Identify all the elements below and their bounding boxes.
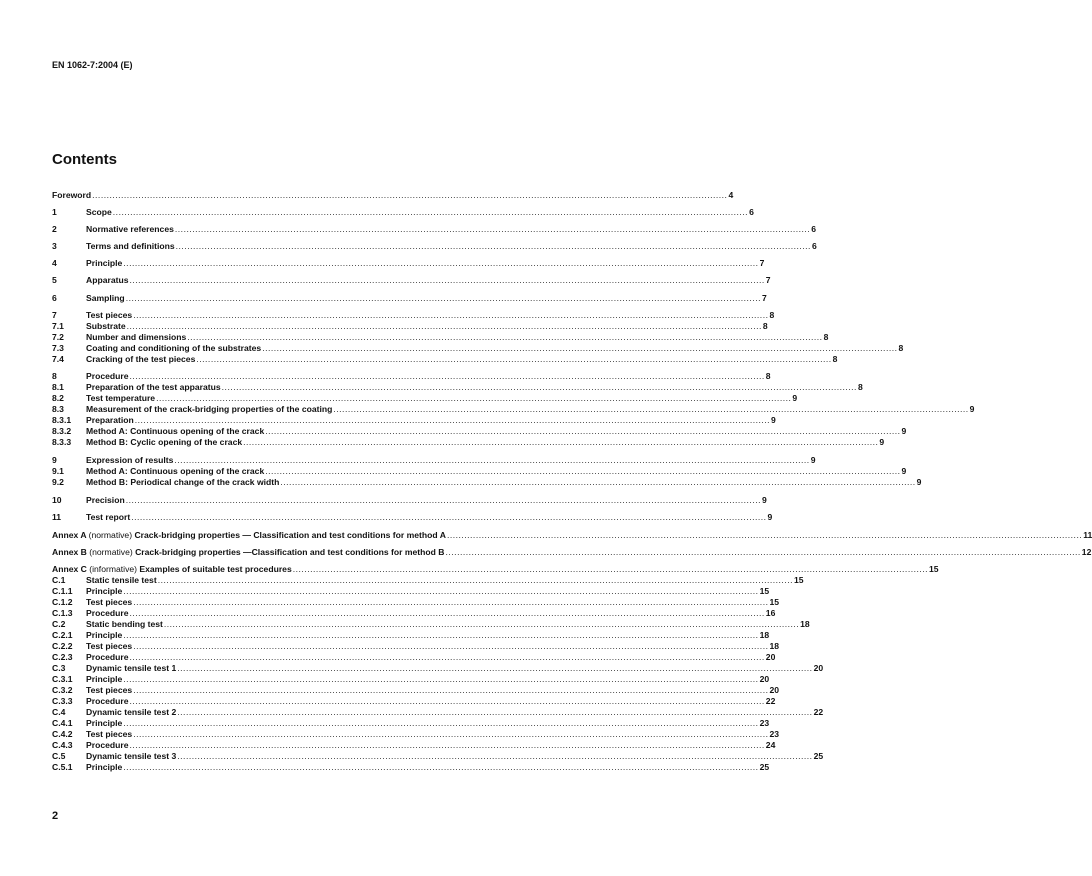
toc-entry-number: 7.4 <box>52 354 64 364</box>
toc-entry-number: 7.3 <box>52 343 64 353</box>
toc-entry-number: C.4.3 <box>52 740 73 750</box>
toc-entry-page: 9 <box>901 426 907 436</box>
toc-entry-title: Test pieces <box>86 597 133 607</box>
toc-leader-dots: ............................................................................................................................................................................................................................ <box>265 426 901 436</box>
toc-entry-title: Preparation <box>86 415 134 425</box>
toc-entry-title: Principle <box>86 674 123 684</box>
toc-leader-dots: ............................................................................................................................................................................................................................ <box>125 293 761 303</box>
toc-entry-page: 22 <box>813 707 824 717</box>
toc-leader-dots: ............................................................................................................................................................................................................................ <box>446 530 1083 540</box>
toc-entry-number: C.2 <box>52 619 66 629</box>
toc-leader-dots: ............................................................................................................................................................................................................................ <box>262 343 898 353</box>
toc-entry-page: 7 <box>765 275 771 285</box>
toc-entry-title: Foreword <box>52 190 92 200</box>
toc-entry-number: C.5 <box>52 751 66 761</box>
toc-entry-number: 2 <box>52 224 57 234</box>
toc-entry-page: 9 <box>792 393 798 403</box>
toc-entry-title: Apparatus <box>86 275 129 285</box>
toc-entry-number: 1 <box>52 207 57 217</box>
toc-entry-title: Static tensile test <box>86 575 157 585</box>
toc-leader-dots: ............................................................................................................................................................................................................................ <box>123 258 759 268</box>
toc-entry-page: 15 <box>929 564 939 574</box>
toc-entry-page: 6 <box>811 224 816 234</box>
toc-entry-number: C.3 <box>52 663 66 673</box>
toc-entry-page: 8 <box>765 371 771 381</box>
toc-entry-title: Number and dimensions <box>86 332 187 342</box>
toc-leader-dots: ............................................................................................................................................................................................................................ <box>129 608 765 618</box>
annex-name: Annex B <box>52 547 90 557</box>
toc-entry-title: Normative references <box>86 224 174 234</box>
toc-leader-dots: ............................................................................................................................................................................................................................ <box>196 354 832 364</box>
toc-entry-number: C.3.2 <box>52 685 73 695</box>
toc-entry-number: 6 <box>52 293 57 303</box>
toc-leader-dots: ............................................................................................................................................................................................................................ <box>221 382 857 392</box>
toc-entry-number: 8.3.1 <box>52 415 72 425</box>
toc-entry-title: Sampling <box>86 293 125 303</box>
toc-entry-title: Procedure <box>86 652 129 662</box>
toc-entry-number: 5 <box>52 275 57 285</box>
toc-entry-number: 10 <box>52 495 62 505</box>
toc-leader-dots: ............................................................................................................................................................................................................................ <box>292 564 929 574</box>
toc-leader-dots: ............................................................................................................................................................................................................................ <box>133 685 769 695</box>
toc-leader-dots: ............................................................................................................................................................................................................................ <box>157 575 793 585</box>
toc-leader-dots: ............................................................................................................................................................................................................................ <box>134 415 771 425</box>
toc-entry-title: Procedure <box>86 371 129 381</box>
toc-leader-dots: ............................................................................................................................................................................................................................ <box>177 663 813 673</box>
toc-entry-number: 4 <box>52 258 57 268</box>
toc-entry-page: 4 <box>728 190 734 200</box>
toc-entry-title: Test pieces <box>86 685 133 695</box>
toc-leader-dots: ............................................................................................................................................................................................................................ <box>133 310 769 320</box>
toc-entry-page: 8 <box>823 332 829 342</box>
toc-entry[interactable] <box>52 494 767 506</box>
toc-entry-number: 7.1 <box>52 321 64 331</box>
toc-entry-page: 15 <box>769 597 780 607</box>
toc-entry-title: Principle <box>86 762 123 772</box>
toc-entry-page: 18 <box>800 619 810 629</box>
toc-leader-dots: ............................................................................................................................................................................................................................ <box>133 729 769 739</box>
annex-name: Annex C <box>52 564 90 574</box>
toc-entry-number: 8.1 <box>52 382 64 392</box>
toc-entry[interactable] <box>52 189 734 201</box>
toc-leader-dots: ............................................................................................................................................................................................................................ <box>174 455 810 465</box>
toc-entry-title <box>52 546 445 558</box>
toc-entry-title: Dynamic tensile test 2 <box>86 707 177 717</box>
toc-entry-title: Method B: Cyclic opening of the crack <box>86 437 243 447</box>
toc-leader-dots: ............................................................................................................................................................................................................................ <box>163 619 800 629</box>
toc-leader-dots: ............................................................................................................................................................................................................................ <box>265 466 901 476</box>
toc-entry-number: C.1.2 <box>52 597 73 607</box>
toc-entry-title: Principle <box>86 258 123 268</box>
toc-entry-number: 8.2 <box>52 393 64 403</box>
toc-entry-number: 7 <box>52 310 57 320</box>
toc-entry-page: 18 <box>769 641 780 651</box>
toc-entry-title: Test report <box>86 512 131 522</box>
toc-leader-dots: ............................................................................................................................................................................................................................ <box>445 547 1081 557</box>
toc-leader-dots: ............................................................................................................................................................................................................................ <box>129 275 765 285</box>
toc-entry-page: 20 <box>765 652 776 662</box>
toc-leader-dots: ............................................................................................................................................................................................................................ <box>280 477 916 487</box>
toc-entry-title: Test pieces <box>86 729 133 739</box>
toc-entry-title: Terms and definitions <box>86 241 175 251</box>
toc-entry-title: Dynamic tensile test 1 <box>86 663 177 673</box>
toc-entry-title: Static bending test <box>86 619 163 629</box>
toc-entry-page: 15 <box>759 586 770 596</box>
toc-entry-page: 8 <box>762 321 768 331</box>
toc-entry-page: 18 <box>759 630 770 640</box>
toc-leader-dots: ............................................................................................................................................................................................................................ <box>156 393 792 403</box>
toc-leader-dots: ............................................................................................................................................................................................................................ <box>177 707 813 717</box>
toc-leader-dots: ............................................................................................................................................................................................................................ <box>243 437 879 447</box>
toc-entry[interactable] <box>52 223 816 235</box>
toc-leader-dots: ............................................................................................................................................................................................................................ <box>175 241 811 251</box>
toc-entry-title <box>52 529 446 541</box>
toc-entry-title: Method A: Continuous opening of the crack <box>86 426 265 436</box>
toc-entry-title: Principle <box>86 586 123 596</box>
toc-leader-dots: ............................................................................................................................................................................................................................ <box>129 696 765 706</box>
toc-entry-number: 9.1 <box>52 466 64 476</box>
toc-entry-page: 25 <box>759 762 770 772</box>
toc-entry-number: C.1 <box>52 575 66 585</box>
toc-entry[interactable] <box>52 353 838 365</box>
toc-leader-dots: ............................................................................................................................................................................................................................ <box>177 751 813 761</box>
annex-title: Crack-bridging properties —Classification and test conditions for method B <box>135 547 445 557</box>
toc-entry-title: Precision <box>86 495 125 505</box>
toc-entry-number: C.1.1 <box>52 586 73 596</box>
toc-leader-dots: ............................................................................................................................................................................................................................ <box>133 641 769 651</box>
toc-entry-title: Cracking of the test pieces <box>86 354 196 364</box>
toc-entry[interactable] <box>52 436 885 448</box>
toc-entry-number: 8.3 <box>52 404 64 414</box>
toc-entry-number: C.4 <box>52 707 66 717</box>
toc-entry[interactable] <box>52 529 1092 541</box>
annex-name: Annex A <box>52 530 89 540</box>
toc-entry-number: C.3.1 <box>52 674 73 684</box>
toc-leader-dots: ............................................................................................................................................................................................................................ <box>129 740 765 750</box>
toc-entry-page: 9 <box>879 437 885 447</box>
toc-entry-page: 9 <box>771 415 776 425</box>
toc-entry-page: 12 <box>1081 547 1092 557</box>
toc-entry-number: C.1.3 <box>52 608 73 618</box>
toc-entry-number: 9.2 <box>52 477 64 487</box>
toc-entry-title: Principle <box>86 718 123 728</box>
toc-leader-dots: ............................................................................................................................................................................................................................ <box>133 597 769 607</box>
toc-leader-dots: ............................................................................................................................................................................................................................ <box>129 371 765 381</box>
document-id: EN 1062-7:2004 (E) <box>52 60 133 70</box>
toc-entry-page: 22 <box>765 696 776 706</box>
toc-entry-page: 9 <box>901 466 907 476</box>
toc-entry[interactable] <box>52 546 1092 558</box>
toc-entry-page: 11 <box>1083 530 1092 540</box>
toc-entry-page: 9 <box>916 477 922 487</box>
toc-entry-title: Expression of results <box>86 455 174 465</box>
toc-leader-dots: ............................................................................................................................................................................................................................ <box>123 674 759 684</box>
toc-entry[interactable] <box>52 511 773 523</box>
annex-type: (normative) <box>88 530 135 540</box>
toc-entry-number: 7.2 <box>52 332 64 342</box>
toc-entry-title: Test pieces <box>86 310 133 320</box>
toc-leader-dots: ............................................................................................................................................................................................................................ <box>174 224 811 234</box>
toc-entry-page: 7 <box>759 258 765 268</box>
toc-entry-title: Measurement of the crack-bridging properties of the coating <box>86 404 333 414</box>
toc-entry-page: 20 <box>769 685 780 695</box>
toc-entry-page: 23 <box>759 718 770 728</box>
toc-entry-number: 8.3.3 <box>52 437 72 447</box>
toc-entry-number: C.2.3 <box>52 652 73 662</box>
toc-entry-page: 9 <box>761 495 767 505</box>
toc-leader-dots: ............................................................................................................................................................................................................................ <box>333 404 969 414</box>
toc-entry-page: 20 <box>813 663 824 673</box>
toc-entry-page: 6 <box>749 207 754 217</box>
toc-entry-number: 8 <box>52 371 57 381</box>
toc-entry-page: 6 <box>811 241 817 251</box>
toc-leader-dots: ............................................................................................................................................................................................................................ <box>123 586 759 596</box>
toc-entry-title: Procedure <box>86 608 129 618</box>
toc-entry-number: C.2.2 <box>52 641 73 651</box>
toc-entry-page: 8 <box>769 310 775 320</box>
toc-entry-number: C.5.1 <box>52 762 73 772</box>
toc-entry-title: Preparation of the test apparatus <box>86 382 221 392</box>
toc-entry-page: 24 <box>765 740 776 750</box>
toc-entry-page: 7 <box>761 293 767 303</box>
toc-entry-page: 23 <box>769 729 780 739</box>
page-title: Contents <box>52 151 117 168</box>
toc-entry[interactable] <box>52 274 771 286</box>
toc-entry[interactable] <box>52 292 767 304</box>
toc-entry-page: 9 <box>969 404 975 414</box>
toc-entry-number: 3 <box>52 241 57 251</box>
annex-title: Examples of suitable test procedures <box>139 564 292 574</box>
toc-entry-number: 11 <box>52 512 62 522</box>
toc-leader-dots: ............................................................................................................................................................................................................................ <box>112 207 749 217</box>
toc-entry-page: 15 <box>793 575 804 585</box>
toc-entry-title: Coating and conditioning of the substrates <box>86 343 262 353</box>
toc-entry-title: Procedure <box>86 696 129 706</box>
toc-entry-title: Principle <box>86 630 123 640</box>
toc-entry-page: 16 <box>765 608 776 618</box>
toc-entry[interactable] <box>52 761 770 773</box>
toc-entry-page: 8 <box>898 343 904 353</box>
toc-entry-title: Method B: Periodical change of the crack width <box>86 477 280 487</box>
toc-entry-page: 20 <box>759 674 770 684</box>
toc-leader-dots: ............................................................................................................................................................................................................................ <box>126 321 762 331</box>
toc-leader-dots: ............................................................................................................................................................................................................................ <box>125 495 761 505</box>
toc-entry[interactable] <box>52 206 754 218</box>
toc-entry-title: Dynamic tensile test 3 <box>86 751 177 761</box>
toc-entry-number: 8.3.2 <box>52 426 72 436</box>
toc-entry-title: Scope <box>86 207 112 217</box>
toc-entry-title: Test temperature <box>86 393 156 403</box>
toc-entry-title: Procedure <box>86 740 129 750</box>
toc-leader-dots: ............................................................................................................................................................................................................................ <box>187 332 823 342</box>
toc-leader-dots: ............................................................................................................................................................................................................................ <box>123 718 759 728</box>
toc-entry-number: C.4.2 <box>52 729 73 739</box>
annex-type: (informative) <box>89 564 140 574</box>
toc-entry-title: Test pieces <box>86 641 133 651</box>
toc-leader-dots: ............................................................................................................................................................................................................................ <box>123 762 759 772</box>
annex-title: Crack-bridging properties — Classification and test conditions for method A <box>134 530 446 540</box>
toc-entry-number: C.4.1 <box>52 718 73 728</box>
toc-entry-title: Method A: Continuous opening of the crack <box>86 466 265 476</box>
toc-entry-page: 8 <box>832 354 838 364</box>
toc-entry-number: C.3.3 <box>52 696 73 706</box>
toc-entry-number: C.2.1 <box>52 630 73 640</box>
toc-entry[interactable] <box>52 240 817 252</box>
table-of-contents <box>52 0 1092 876</box>
toc-entry-page: 25 <box>813 751 824 761</box>
toc-leader-dots: ............................................................................................................................................................................................................................ <box>123 630 759 640</box>
annex-type: (normative) <box>89 547 136 557</box>
toc-leader-dots: ............................................................................................................................................................................................................................ <box>92 190 728 200</box>
toc-entry-page: 9 <box>767 512 773 522</box>
toc-leader-dots: ............................................................................................................................................................................................................................ <box>131 512 767 522</box>
toc-leader-dots: ............................................................................................................................................................................................................................ <box>129 652 765 662</box>
toc-entry[interactable] <box>52 476 922 488</box>
toc-entry-title: Substrate <box>86 321 126 331</box>
toc-entry-page: 9 <box>810 455 816 465</box>
page-number: 2 <box>52 810 59 822</box>
toc-entry-page: 8 <box>857 382 863 392</box>
toc-entry[interactable] <box>52 257 765 269</box>
toc-entry-number: 9 <box>52 455 57 465</box>
